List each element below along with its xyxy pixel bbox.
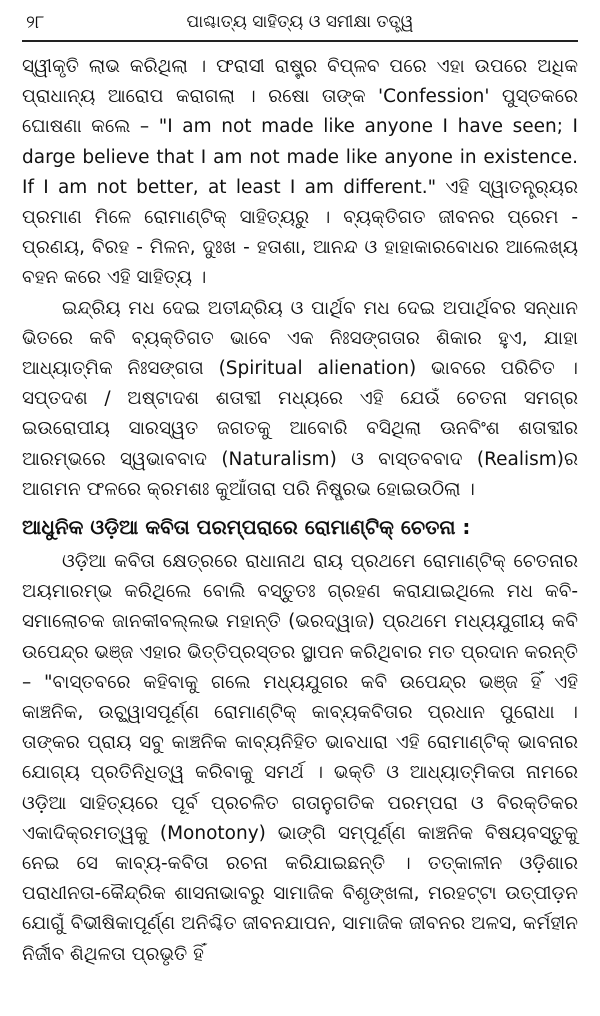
- paragraph: ଓଡ଼ିଆ କବିତା କ୍ଷେତ୍ରରେ ରାଧାନାଥ ରାୟ ପ୍ରଥମେ ରୋମାଣ୍ଟିକ୍ ଚେତନାର ଅୟମାରମ୍ଭ କରିଥିଲେ ବୋଲି ବସ୍ତୁତଃ ଗ୍ରହଣ କରାଯାଇଥିଲେ ମଧ କବି-ସମାଲୋଚକ ଜାନକୀବଲ୍ଲଭ ମହାନ୍ତି (ଭରଦ୍ୱାଜ) ପ୍ରଥମେ ମଧ୍ୟଯୁଗୀୟ କବି ଉପେନ୍ଦ୍ର ଭଞ୍ଜ ଏହାର ଭିତ୍ତିପ୍ରସ୍ତର ସ୍ଥାପନ କରିଥିବାର ମତ ପ୍ରଦାନ କରନ୍ତି – "ବାସ୍ତବରେ କହିବାକୁ ଗଲେ ମଧ୍ୟଯୁଗର କବି ଉପେନ୍ଦ୍ର ଭଞ୍ଜ ହିଁ ଏହି କାଞ୍ଚନିକ, ଉଚ୍ଛ୍ୱାସପୂର୍ଣ୍ଣ ରୋମାଣ୍ଟିକ୍ କାବ୍ୟକବିତାର ପ୍ରଧାନ ପୁରୋଧା । ତାଙ୍କର ପ୍ରାୟ ସବୁ କାଞ୍ଚନିକ କାବ୍ୟନିହିତ ଭାବଧାରା ଏହି ରୋମାଣ୍ଟିକ୍ ଭାବନାର ଯୋଗ୍ୟ ପ୍ରତିନିଧିତ୍ୱ କରିବାକୁ ସମର୍ଥ । ଭକ୍ତି ଓ ଆଧ୍ୟାତ୍ମିକତା ନାମରେ ଓଡ଼ିଆ ସାହିତ୍ୟରେ ପୂର୍ବ ପ୍ରଚଳିତ ଗତାନୁଗତିକ ପରମ୍ପରା ଓ ବିରକ୍ତିକର ଏକାଦିକ୍ରମତ୍ୱକୁ (Monotony) ଭାଙ୍ଗି ସମ୍ପୂର୍ଣ୍ଣ କାଞ୍ଚନିକ ବିଷୟବସ୍ତୁକୁ ନେଇ ସେ କାବ୍ୟ-କବିତା ରଚନା କରିଯାଇଛନ୍ତି । ତତ୍କାଳୀନ ଓଡ଼ିଶାର ପରାଧୀନତା-କୈନ୍ଦ୍ରିକ ଶାସନାଭାବରୁ ସାମାଜିକ ବିଶୃଙ୍ଖଳା, ମରହଟ୍ଟା ଉତ୍ପୀଡ଼ନ ଯୋଗୁଁ ବିଭୀଷିକାପୂର୍ଣ୍ଣ ଅନିଶ୍ଚିତ ଜୀବନଯାପନ, ସାମାଜିକ ଜୀବନର ଅଳସ, କର୍ମହୀନ ନିର୍ଜୀବ ଶିଥିଳତା ପ୍ରଭୃତି ହିଁ: [22, 551, 578, 965]
- page-number: ୨୮: [26, 12, 45, 33]
- header-rule: [22, 40, 578, 42]
- body-text: [22, 52, 578, 505]
- paragraph: ଇନ୍ଦ୍ରିୟ ମଧ ଦେଇ ଅତୀନ୍ଦ୍ରିୟ ଓ ପାର୍ଥିବ ମଧ ଦେଇ ଅପାର୍ଥିବର ସନ୍ଧାନ ଭିତରେ କବି ବ୍ୟକ୍ତିଗତ ଭାବେ ଏକ ନିଃସଙ୍ଗତାର ଶିକାର ହୁଏ, ଯାହା ଆଧ୍ୟାତ୍ମିକ ନିଃସଙ୍ଗତା (Spiritual alienation) ଭାବରେ ପରିଚିତ । ସପ୍ତଦଶ / ଅଷ୍ଟାଦଶ ଶତାବ୍ଦୀ ମଧ୍ୟରେ ଏହି ଯେଉଁ ଚେତନା ସମଗ୍ର ଇଉରୋପୀୟ ସାରସ୍ୱତ ଜଗତକୁ ଆବୋରି ବସିଥିଲା ଊନବିଂଶ ଶତାବ୍ଦୀର ଆରମ୍ଭରେ ସ୍ୱଭାବବାଦ (Naturalism) ଓ ବାସ୍ତବବାଦ (Realism)ର ଆଗମନ ଫଳରେ କ୍ରମଶଃ କୁଆଁତାରା ପରି ନିଷ୍ପ୍ରଭ ହୋଇଉଠିଲା ।: [22, 297, 578, 500]
- page-header: [22, 6, 578, 36]
- paragraph: ସ୍ୱୀକୃତି ଲାଭ କରିଥିଲା । ଫରାସୀ ରାଷ୍ଟ୍ର ବିପ୍ଳବ ପରେ ଏହା ଉପରେ ଅଧିକ ପ୍ରାଧାନ୍ୟ ଆରୋପ କରାଗଲା । ରଷୋ ତାଙ୍କ 'Confession' ପୁସ୍ତକରେ ଘୋଷଣା କଲେ – "I am not made like anyone I have seen; I darge believe that I am not made like anyone in existence. If I am not better, at least I am different." ଏହି ସ୍ୱାତନ୍ତ୍ର୍ୟର ପ୍ରମାଣ ମିଳେ ରୋମାଣ୍ଟିକ୍ ସାହିତ୍ୟରୁ । ବ୍ୟକ୍ତିଗତ ଜୀବନର ପ୍ରେମ - ପ୍ରଣୟ, ବିରହ - ମିଳନ, ଦୁଃଖ - ହତାଶା, ଆନନ୍ଦ ଓ ହାହାକାରବୋଧର ଆଲେଖ୍ୟ ବହନ କରେ ଏହି ସାହିତ୍ୟ ।: [22, 56, 578, 289]
- section-heading: ଆଧୁନିକ ଓଡ଼ିଆ କବିତା ପରମ୍ପରାରେ ରୋମାଣ୍ଟିକ୍ ଚେତନା :: [22, 515, 471, 540]
- section: [22, 511, 578, 970]
- running-title: ପାଶ୍ଚାତ୍ୟ ସାହିତ୍ୟ ଓ ସମୀକ୍ଷା ତତ୍ତ୍ୱ: [186, 12, 414, 32]
